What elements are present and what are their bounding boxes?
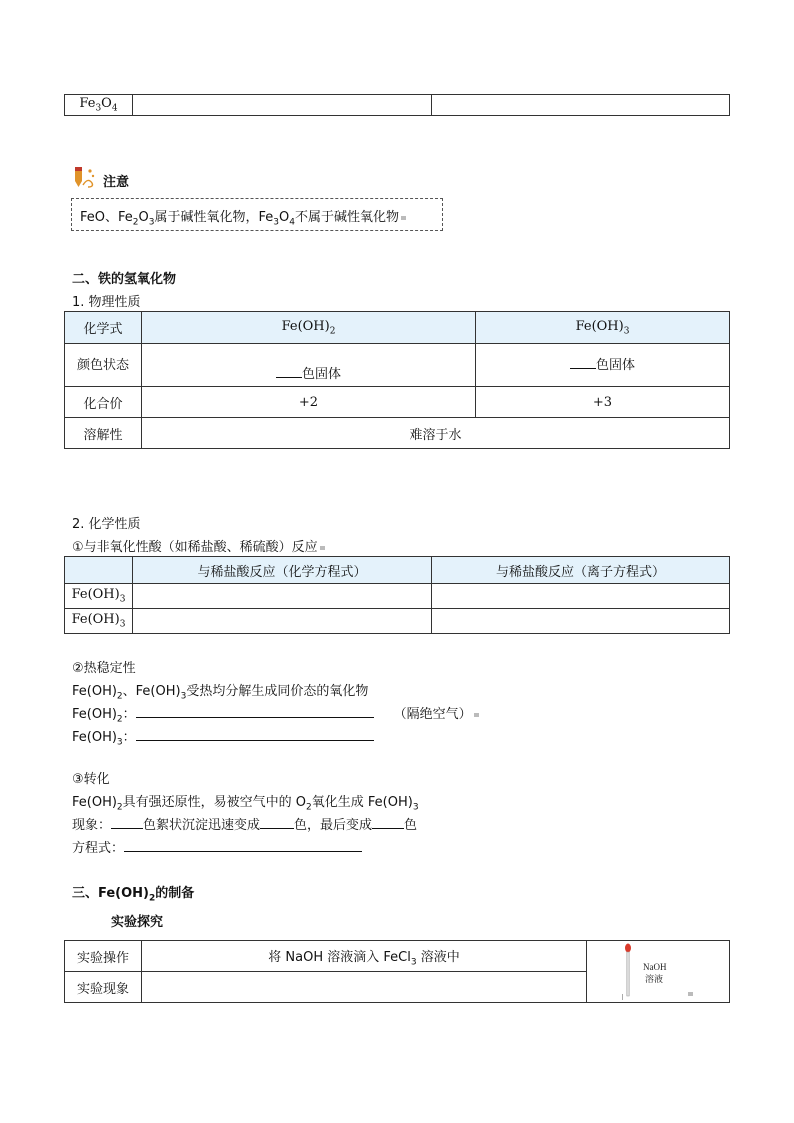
note-title: 注意	[103, 175, 130, 190]
section3-heading: 三、$Fe(OH)_2$的制备	[72, 886, 195, 904]
thermal-feoh2-line: $Fe(OH)_2$： （隔绝空气）	[72, 703, 479, 725]
convert-phenomenon: 现象： 色絮状沉淀迅速变成 色，最后变成 色	[72, 814, 417, 833]
exp-op-label: 实验操作	[65, 941, 142, 972]
acid-header-chem: 与稀盐酸反应（化学方程式）	[133, 557, 432, 584]
section2-heading: 二、铁的氢氧化物	[72, 272, 177, 287]
dropper-illustration	[608, 942, 708, 1002]
acid-reaction-table	[64, 556, 730, 634]
fe3o4-cell-2	[432, 95, 730, 116]
phys-row-valence-feoh2: +2	[142, 387, 476, 418]
phys-row-color-feoh3: 色固体	[476, 344, 730, 387]
acid-row-1-chem	[133, 584, 432, 609]
acid-row-2-label: $Fe(OH)_3$	[65, 609, 133, 634]
thermal-line1: $Fe(OH)_2$、$Fe(OH)_3$受热均分解生成同价态的氧化物	[72, 684, 369, 702]
dropper-label-naoh: NaOH	[643, 961, 667, 972]
convert-equation: 方程式：	[72, 837, 362, 856]
exp-phen-text	[142, 972, 587, 1003]
phys-row-solubility-value: 难溶于水	[142, 418, 730, 449]
fe3o4-cell-1	[133, 95, 432, 116]
phys-header-formula: 化学式	[65, 312, 142, 344]
experiment-table	[64, 940, 730, 1003]
thermal-note: （隔绝空气）	[393, 707, 472, 722]
section2-sub1: 1. 物理性质	[72, 295, 141, 310]
acid-row-1-ion	[432, 584, 730, 609]
acid-header-blank	[65, 557, 133, 584]
acid-header-ion: 与稀盐酸反应（离子方程式）	[432, 557, 730, 584]
exp-phen-label: 实验现象	[65, 972, 142, 1003]
phys-row-color-label: 颜色状态	[65, 344, 142, 387]
fe3o4-table	[64, 94, 730, 116]
section2-sub2: 2. 化学性质	[72, 517, 141, 532]
section3-sub: 实验探究	[111, 915, 164, 930]
note-text: FeO、$Fe_2O_3$属于碱性氧化物，$Fe_3O_4$不属于碱性氧化物	[80, 206, 406, 228]
acid-row-1-label: $Fe(OH)_3$	[65, 584, 133, 609]
phys-row-solubility-label: 溶解性	[65, 418, 142, 449]
exp-op-text: 将 NaOH 溶液滴入 FeCl$_3$ 溶液中	[142, 941, 587, 972]
fe3o4-label: $Fe_3O_4$	[65, 95, 133, 116]
convert-line1: $Fe(OH)_2$具有强还原性，易被空气中的 $O_2$氧化生成 $Fe(OH)_3$	[72, 795, 419, 813]
acid-intro: ①与非氧化性酸（如稀盐酸、稀硫酸）反应	[72, 536, 325, 555]
acid-row-2-ion	[432, 609, 730, 634]
phys-row-valence-label: 化合价	[65, 387, 142, 418]
exp-image-cell	[587, 941, 730, 1003]
thermal-feoh3-line: $Fe(OH)_3$：	[72, 726, 374, 748]
thermal-title: ②热稳定性	[72, 661, 136, 676]
phys-header-feoh3: $Fe(OH)_3$	[476, 312, 730, 344]
note-pen-icon	[70, 165, 96, 191]
physical-properties-table	[64, 311, 730, 449]
phys-row-color-feoh2: 色固体	[142, 344, 476, 387]
phys-row-valence-feoh3: +3	[476, 387, 730, 418]
acid-row-2-chem	[133, 609, 432, 634]
phys-header-feoh2: $Fe(OH)_2$	[142, 312, 476, 344]
convert-title: ③转化	[72, 772, 110, 787]
dropper-label-solution: 溶液	[645, 974, 664, 985]
